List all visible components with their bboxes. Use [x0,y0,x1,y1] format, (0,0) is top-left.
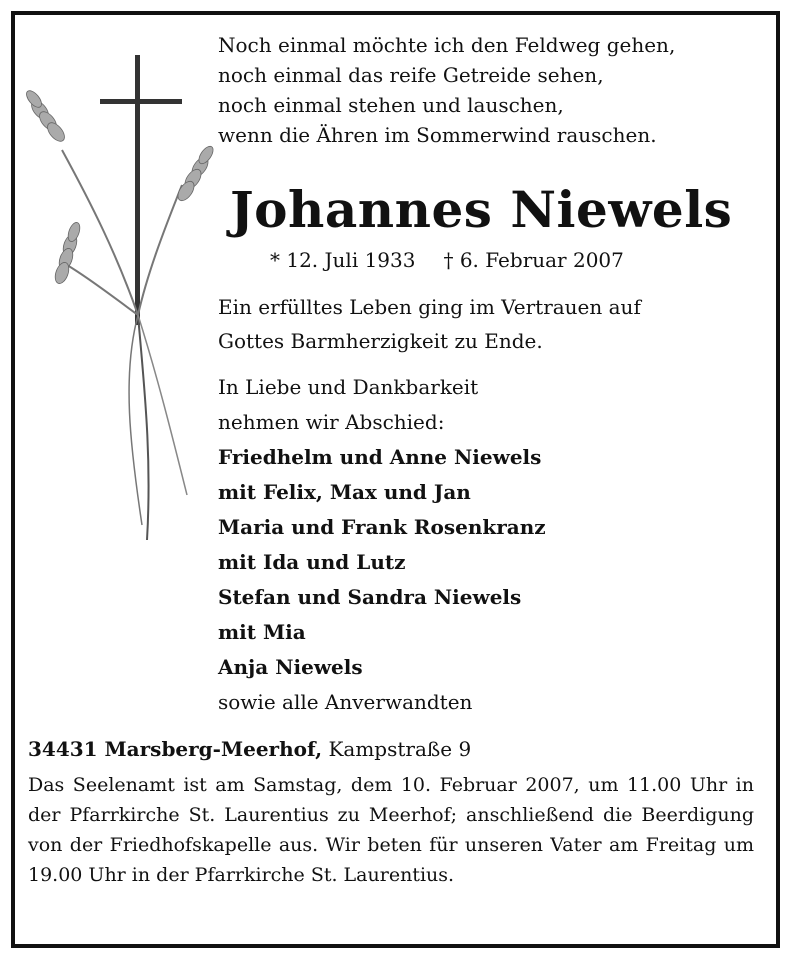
mourner-name: Maria und Frank Rosenkranz [218,515,546,539]
mourners-intro-line: nehmen wir Abschied: [218,410,445,434]
mourner-name: Friedhelm und Anne Niewels [218,445,542,469]
death-date: † 6. Februar 2007 [443,248,624,272]
tribute-text [218,290,641,358]
life-dates [270,246,624,274]
address [28,734,471,764]
funeral-notice: Das Seelenamt ist am Samstag, dem 10. Februar 2007, um 11.00 Uhr in der Pfarrkirche St. Laurentius zu Meerhof; anschließend die Beerdigung von der Friedhofskapelle aus. Wir beten für unseren Vater am Freitag um 19.00 Uhr in der Pfarrkirche St. Laurentius. [28,774,754,886]
mourner-name: mit Ida und Lutz [218,550,406,574]
mourners-list [218,370,546,720]
address-street: Kampstraße 9 [328,737,472,761]
poem-line: wenn die Ähren im Sommerwind rauschen. [218,123,657,147]
poem-line: noch einmal das reife Getreide sehen, [218,63,604,87]
mourner-name: mit Mia [218,620,306,644]
address-city: 34431 Marsberg-Meerhof, [28,737,323,761]
poem [218,30,675,150]
mourner-name: Stefan und Sandra Niewels [218,585,522,609]
tribute-line: Ein erfülltes Leben ging im Vertrauen auf [218,295,641,319]
poem-line: noch einmal stehen und lauschen, [218,93,564,117]
mourners-intro-line: In Liebe und Dankbarkeit [218,375,479,399]
tribute-line: Gottes Barmherzigkeit zu Ende. [218,329,543,353]
cross-with-wheat-icon [22,55,222,545]
mourner-name: Anja Niewels [218,655,363,679]
deceased-name: Johannes Niewels [230,180,733,239]
mourner-name: mit Felix, Max und Jan [218,480,471,504]
birth-date: * 12. Juli 1933 [270,248,416,272]
mourners-closing: sowie alle Anverwandten [218,690,473,714]
poem-line: Noch einmal möchte ich den Feldweg gehen, [218,33,676,57]
